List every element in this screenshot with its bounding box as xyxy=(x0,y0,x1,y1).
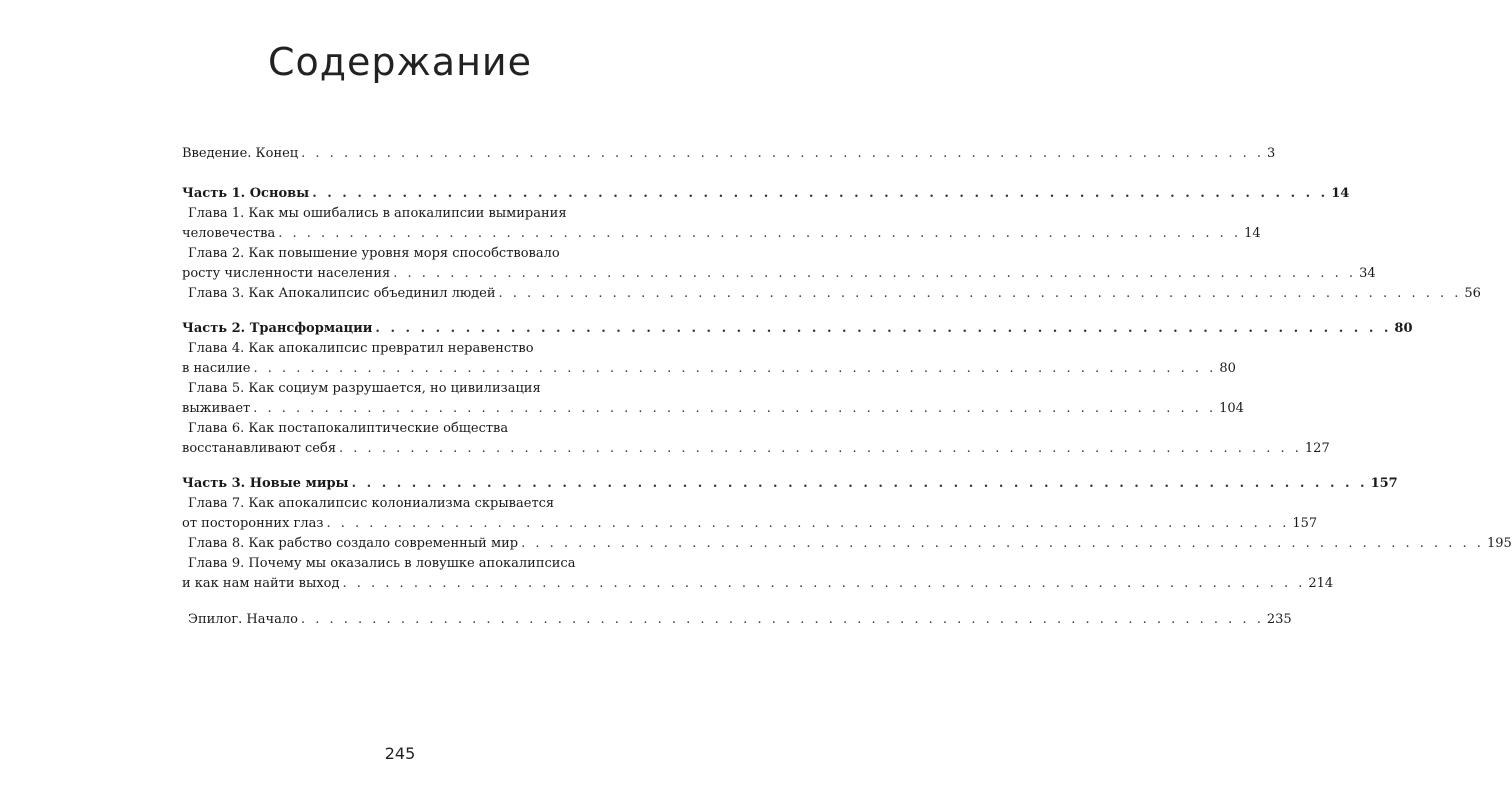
toc-entry-ch5-line1: Глава 5. Как социум разрушается, но цивилизация xyxy=(188,381,541,396)
toc-entry-text: в насилие xyxy=(182,361,251,376)
dot-leader: . . . . . . . . . . . . . . . . . . . . . . . . . . . . . . . . . . . . . . . . . . . . . . . . . . . . . . . . . . . . . . . . . . . . xyxy=(393,266,1357,281)
toc-entry-text: Часть 3. Новые миры xyxy=(182,476,349,491)
toc-page-number: 195 xyxy=(1486,536,1512,551)
toc-part-1 xyxy=(182,184,1350,204)
toc-page-number: 157 xyxy=(1370,476,1398,491)
toc-entry-text: выживает xyxy=(182,401,251,416)
toc-entry-ch8 xyxy=(188,534,1512,554)
dot-leader: . . . . . . . . . . . . . . . . . . . . . . . . . . . . . . . . . . . . . . . . . . . . . . . . . . . . . . . . . . . . . . . . . . . . xyxy=(351,476,1368,491)
toc-entry-ch9-line1: Глава 9. Почему мы оказались в ловушке апокалипсиса xyxy=(188,556,576,571)
page-number: 245 xyxy=(384,744,416,763)
toc-page-number: 127 xyxy=(1304,441,1330,456)
dot-leader: . . . . . . . . . . . . . . . . . . . . . . . . . . . . . . . . . . . . . . . . . . . . . . . . . . . . . . . . . . . . . . . . . . . . xyxy=(253,401,1217,416)
toc-entry-text: Введение. Конец xyxy=(182,146,299,161)
dot-leader: . . . . . . . . . . . . . . . . . . . . . . . . . . . . . . . . . . . . . . . . . . . . . . . . . . . . . . . . . . . . . . . . . . . . xyxy=(342,576,1306,591)
dot-leader: . . . . . . . . . . . . . . . . . . . . . . . . . . . . . . . . . . . . . . . . . . . . . . . . . . . . . . . . . . . . . . . . . . . . xyxy=(339,441,1302,456)
toc-part-3 xyxy=(182,474,1398,494)
dot-leader: . . . . . . . . . . . . . . . . . . . . . . . . . . . . . . . . . . . . . . . . . . . . . . . . . . . . . . . . . . . . . . . . . . . . xyxy=(326,516,1290,531)
toc-entry-ch6-line1: Глава 6. Как постапокалиптические общества xyxy=(188,421,509,436)
toc-entry-ch2 xyxy=(182,264,1376,284)
toc-entry-text: и как нам найти выход xyxy=(182,576,340,591)
toc-part-2 xyxy=(182,319,1413,339)
toc-entry-ch7-line1: Глава 7. Как апокалипсис колониализма скрывается xyxy=(188,496,555,511)
toc-entry-ch1-line1: Глава 1. Как мы ошибались в апокалипсии вымирания xyxy=(188,206,567,221)
toc-entry-intro xyxy=(182,144,1276,164)
toc-page-number: 104 xyxy=(1219,401,1244,416)
dot-leader: . . . . . . . . . . . . . . . . . . . . . . . . . . . . . . . . . . . . . . . . . . . . . . . . . . . . . . . . . . . . . . . . . . . . xyxy=(312,186,1329,201)
toc-entry-ch4 xyxy=(182,359,1236,379)
toc-page-number: 235 xyxy=(1266,612,1292,627)
toc-entry-text: восстанавливают себя xyxy=(182,441,337,456)
toc-page-number: 80 xyxy=(1394,321,1413,336)
toc-entry-ch7 xyxy=(182,514,1318,534)
dot-leader: . . . . . . . . . . . . . . . . . . . . . . . . . . . . . . . . . . . . . . . . . . . . . . . . . . . . . . . . . . . . . . . . . . . . xyxy=(278,226,1242,241)
toc-entry-ch3 xyxy=(188,284,1481,304)
toc-page-number: 56 xyxy=(1464,286,1481,301)
toc-page-number: 14 xyxy=(1331,186,1350,201)
toc-entry-text: Часть 1. Основы xyxy=(182,186,310,201)
toc-page-number: 14 xyxy=(1244,226,1261,241)
dot-leader: . . . . . . . . . . . . . . . . . . . . . . . . . . . . . . . . . . . . . . . . . . . . . . . . . . . . . . . . . . . . . . . . . . . . xyxy=(253,361,1217,376)
dot-leader: . . . . . . . . . . . . . . . . . . . . . . . . . . . . . . . . . . . . . . . . . . . . . . . . . . . . . . . . . . . . . . . . . . . . xyxy=(375,321,1392,336)
toc-entry-text: Глава 8. Как рабство создало современный мир xyxy=(188,536,519,551)
toc-entry-text: от посторонних глаз xyxy=(182,516,324,531)
toc-entry-text: Часть 2. Трансформации xyxy=(182,321,373,336)
dot-leader: . . . . . . . . . . . . . . . . . . . . . . . . . . . . . . . . . . . . . . . . . . . . . . . . . . . . . . . . . . . . . . . . . . . . xyxy=(300,612,1264,627)
toc-entry-ch5 xyxy=(182,399,1244,419)
toc-entry-ch6 xyxy=(182,439,1330,459)
page-title: Содержание xyxy=(268,40,532,84)
toc-entry-text: Глава 3. Как Апокалипсис объединил людей xyxy=(188,286,496,301)
toc-entry-ch9 xyxy=(182,574,1334,594)
toc-page-number: 157 xyxy=(1292,516,1318,531)
toc-page-number: 80 xyxy=(1219,361,1236,376)
toc-entry-ch2-line1: Глава 2. Как повышение уровня моря способствовало xyxy=(188,246,560,261)
dot-leader: . . . . . . . . . . . . . . . . . . . . . . . . . . . . . . . . . . . . . . . . . . . . . . . . . . . . . . . . . . . . . . . . . . . . xyxy=(498,286,1462,301)
toc-entry-ch1 xyxy=(182,224,1261,244)
dot-leader: . . . . . . . . . . . . . . . . . . . . . . . . . . . . . . . . . . . . . . . . . . . . . . . . . . . . . . . . . . . . . . . . . . . . xyxy=(521,536,1484,551)
toc-entry-text: человечества xyxy=(182,226,276,241)
toc-entry-ch4-line1: Глава 4. Как апокалипсис превратил неравенство xyxy=(188,341,534,356)
toc-page-number: 3 xyxy=(1267,146,1276,161)
toc-entry-text: Эпилог. Начало xyxy=(188,612,298,627)
toc-page-number: 34 xyxy=(1359,266,1376,281)
toc-entry-epilogue xyxy=(188,610,1292,630)
dot-leader: . . . . . . . . . . . . . . . . . . . . . . . . . . . . . . . . . . . . . . . . . . . . . . . . . . . . . . . . . . . . . . . . . . . . xyxy=(301,146,1265,161)
toc-entry-text: росту численности населения xyxy=(182,266,391,281)
toc-page-number: 214 xyxy=(1308,576,1334,591)
